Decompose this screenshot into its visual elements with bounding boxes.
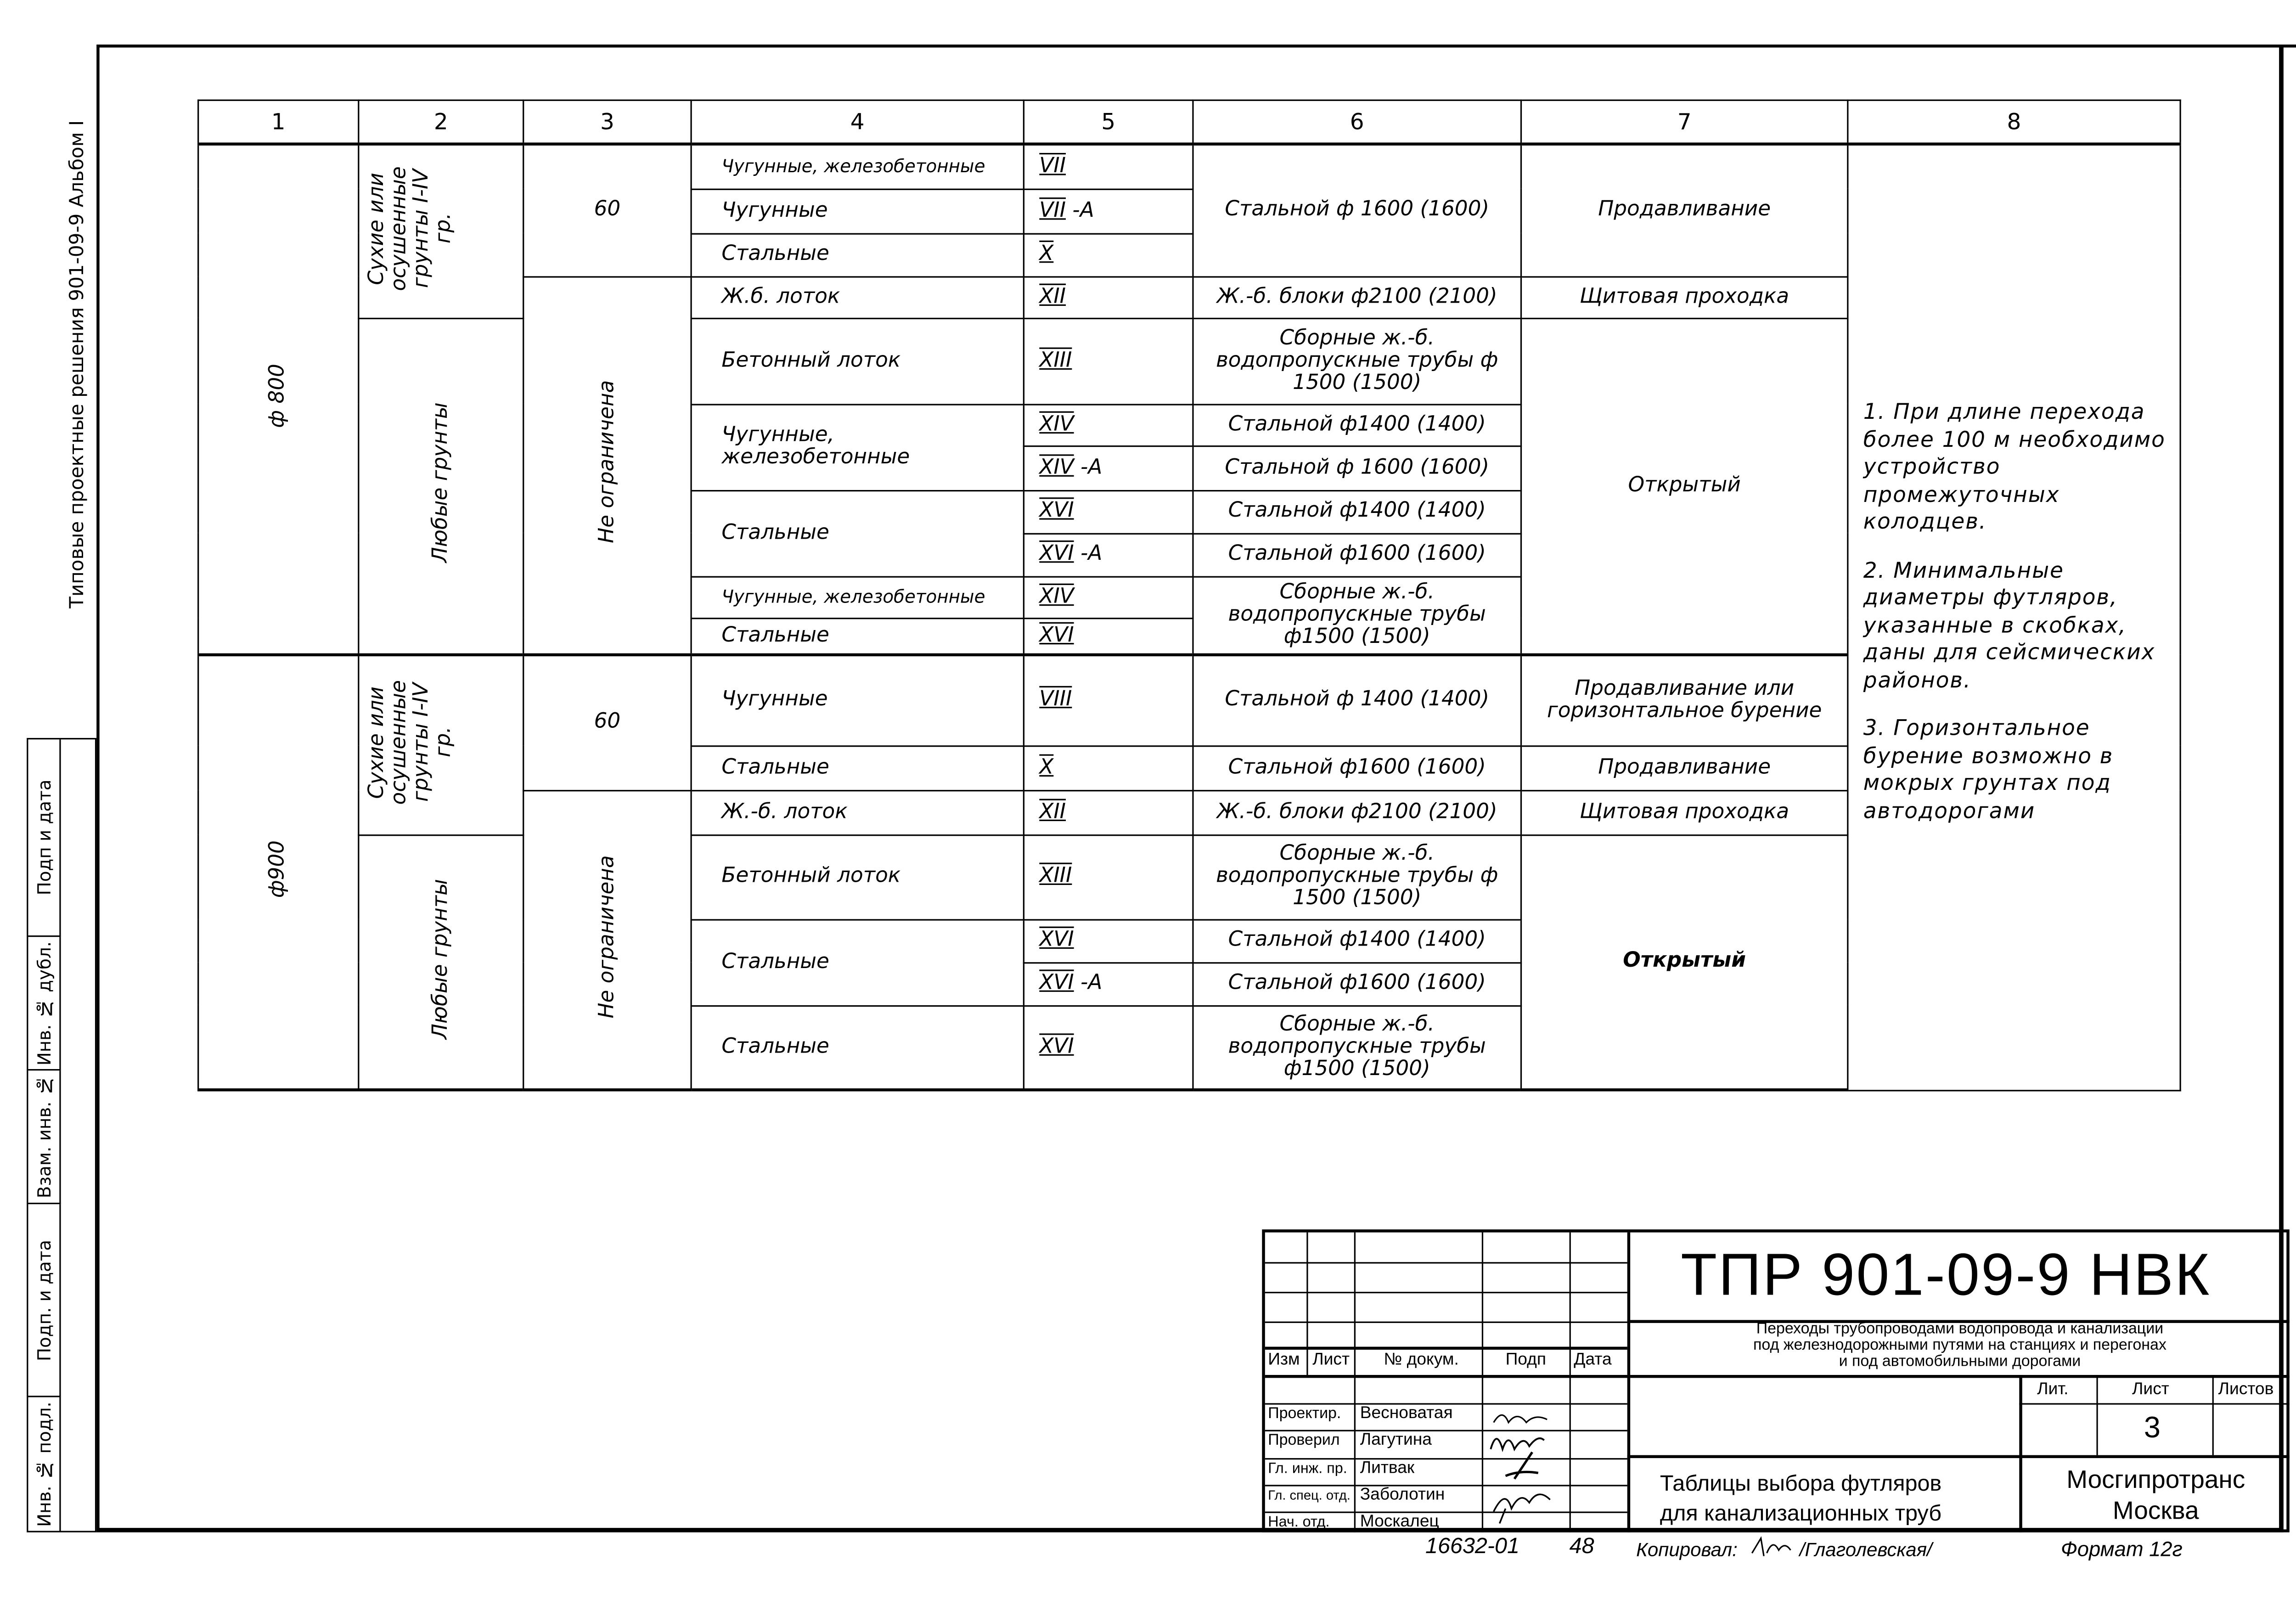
type-ref: VII -А bbox=[1024, 189, 1193, 233]
method: Продавливание bbox=[1521, 745, 1848, 790]
title-block bbox=[1262, 1229, 2289, 1532]
inventory-number: 16632-01 bbox=[1425, 1533, 1519, 1559]
header-row bbox=[198, 100, 2180, 144]
role: Гл. инж. пр. bbox=[1268, 1461, 1347, 1478]
pipe-material: Стальные bbox=[691, 618, 1024, 655]
col-head-doc: № докум. bbox=[1384, 1351, 1459, 1369]
type-ref: XIII bbox=[1024, 834, 1193, 919]
col-head-date: Дата bbox=[1574, 1351, 1612, 1369]
casing: Стальной ф1400 (1400) bbox=[1193, 404, 1521, 445]
pipe-material: Стальные bbox=[691, 919, 1024, 1005]
lit-label: Лит. bbox=[2037, 1380, 2069, 1399]
casing: Стальной ф 1600 (1600) bbox=[1193, 144, 1521, 276]
person-name: Заболотин bbox=[1360, 1486, 1445, 1504]
casing: Сборные ж.-б. водопропускные трубы ф1500 (1500) bbox=[1193, 576, 1521, 655]
person-name: Лагутина bbox=[1360, 1431, 1432, 1449]
pipe-material: Стальные bbox=[691, 233, 1024, 276]
casing-selection-table bbox=[197, 100, 2181, 1092]
note-2: 2. Минимальные диаметры футляров, указанные в скобках, даны для сейсмических районов. bbox=[1863, 559, 2155, 693]
stamp-sign-date-2: Подп и дата bbox=[28, 739, 61, 937]
pipe-material: Стальные bbox=[691, 490, 1024, 576]
casing: Сборные ж.-б. водопропускные трубы ф 1500 (1500) bbox=[1193, 318, 1521, 404]
depth: Не ограничена bbox=[523, 790, 691, 1090]
copier-signature bbox=[1749, 1532, 1794, 1562]
person-name: Москалец bbox=[1360, 1513, 1439, 1531]
sheet-label: Лист bbox=[2132, 1380, 2169, 1399]
stamp-orig-inv: Инв. № подл. bbox=[28, 1397, 61, 1531]
role: Гл. спец. отд. bbox=[1268, 1487, 1351, 1503]
pipe-diameter: ф 800 bbox=[198, 144, 359, 655]
col-head-rev: Изм bbox=[1268, 1351, 1300, 1369]
note-3: 3. Горизонтальное бурение возможно в мокрых грунтах под автодорогами bbox=[1863, 717, 2114, 824]
casing: Стальной ф1600 (1600) bbox=[1193, 533, 1521, 576]
role: Проектир. bbox=[1268, 1404, 1341, 1423]
pipe-material: Чугунные, железобетонные bbox=[691, 576, 1024, 618]
type-ref: XIII bbox=[1024, 318, 1193, 404]
note-1: 1. При длине перехода более 100 м необходимо устройство промежуточных колодцев. bbox=[1863, 401, 2166, 535]
col-header: 1 bbox=[198, 100, 359, 144]
method: Открытый bbox=[1521, 318, 1848, 655]
type-ref: VII bbox=[1024, 144, 1193, 189]
role: Нач. отд. bbox=[1268, 1514, 1330, 1531]
role: Проверил bbox=[1268, 1431, 1340, 1449]
copied-label: Копировал: bbox=[1636, 1538, 1738, 1561]
person-name: Литвак bbox=[1360, 1459, 1415, 1478]
casing: Стальной ф1400 (1400) bbox=[1193, 919, 1521, 962]
col-header: 3 bbox=[523, 100, 691, 144]
pipe-material: Бетонный лоток bbox=[691, 834, 1024, 919]
type-ref: XIV -А bbox=[1024, 445, 1193, 490]
casing: Сборные ж.-б. водопропускные трубы ф1500 (1500) bbox=[1193, 1005, 1521, 1090]
pipe-material: Ж.-б. лоток bbox=[691, 790, 1024, 834]
method: Продавливание bbox=[1521, 144, 1848, 276]
col-header: 5 bbox=[1024, 100, 1193, 144]
stamp-dup-inv: Инв. № дубл. bbox=[28, 937, 61, 1070]
sheet-title: Таблицы выбора футляров для канализационных труб bbox=[1660, 1471, 1942, 1526]
pipe-material: Чугунные, железобетонные bbox=[691, 144, 1024, 189]
type-ref: VIII bbox=[1024, 655, 1193, 745]
casing: Стальной ф1400 (1400) bbox=[1193, 490, 1521, 533]
type-ref: XII bbox=[1024, 790, 1193, 834]
type-ref: XVI bbox=[1024, 919, 1193, 962]
pipe-material: Ж.б. лоток bbox=[691, 276, 1024, 318]
type-ref: XVI -А bbox=[1024, 533, 1193, 576]
side-title-text: Типовые проектные решения 901-09-9 Альбом I bbox=[66, 119, 89, 608]
type-ref: XIV bbox=[1024, 576, 1193, 618]
side-stamp-strip bbox=[27, 738, 96, 1532]
casing: Стальной ф 1600 (1600) bbox=[1193, 445, 1521, 490]
pipe-diameter: ф900 bbox=[198, 655, 359, 1090]
sheet-format: Формат 12г bbox=[2060, 1537, 2183, 1561]
sheets-label: Листов bbox=[2218, 1380, 2274, 1399]
pipe-material: Чугунные bbox=[691, 189, 1024, 233]
col-head-sign: Подп bbox=[1505, 1351, 1547, 1369]
type-ref: XII bbox=[1024, 276, 1193, 318]
casing: Ж.-б. блоки ф2100 (2100) bbox=[1193, 790, 1521, 834]
stamp-sign-date: Подп. и дата bbox=[28, 1204, 61, 1397]
soil-condition: Сухие или осушенные грунты I-IV гр. bbox=[359, 655, 523, 834]
signatures bbox=[1485, 1405, 1568, 1532]
type-ref: X bbox=[1024, 745, 1193, 790]
stamp-replace-inv: Взам. инв. № bbox=[28, 1070, 61, 1204]
soil-condition: Любые грунты bbox=[359, 834, 523, 1090]
col-header: 4 bbox=[691, 100, 1024, 144]
casing: Стальной ф1600 (1600) bbox=[1193, 745, 1521, 790]
col-header: 2 bbox=[359, 100, 523, 144]
type-ref: XVI -А bbox=[1024, 962, 1193, 1005]
type-ref: XIV bbox=[1024, 404, 1193, 445]
type-ref: XVI bbox=[1024, 618, 1193, 655]
depth: 60 bbox=[523, 144, 691, 276]
col-header: 6 bbox=[1193, 100, 1521, 144]
col-head-sheet: Лист bbox=[1312, 1351, 1350, 1369]
sheet-number: 3 bbox=[2144, 1412, 2161, 1445]
copier-name: /Глаголевская/ bbox=[1799, 1538, 1932, 1561]
col-header: 7 bbox=[1521, 100, 1848, 144]
pipe-material: Чугунные bbox=[691, 655, 1024, 745]
pipe-material: Стальные bbox=[691, 1005, 1024, 1090]
col-header: 8 bbox=[1848, 100, 2180, 144]
pipe-material: Бетонный лоток bbox=[691, 318, 1024, 404]
method: Продавливание или горизонтальное бурение bbox=[1521, 655, 1848, 745]
type-ref: X bbox=[1024, 233, 1193, 276]
table-row bbox=[198, 144, 2180, 189]
casing: Стальной ф1600 (1600) bbox=[1193, 962, 1521, 1005]
depth: Не ограничена bbox=[523, 276, 691, 654]
soil-condition: Любые грунты bbox=[359, 318, 523, 655]
document-code: ТПР 901-09-9 НВК bbox=[1681, 1243, 2211, 1308]
notes bbox=[1848, 144, 2180, 1090]
type-ref: XVI bbox=[1024, 490, 1193, 533]
method: Щитовая проходка bbox=[1521, 276, 1848, 318]
trim-line bbox=[2212, 45, 2296, 47]
method: Щитовая проходка bbox=[1521, 790, 1848, 834]
soil-condition: Сухие или осушенные грунты I-IV гр. bbox=[359, 144, 523, 318]
method: Открытый bbox=[1521, 834, 1848, 1090]
side-title bbox=[59, 74, 95, 653]
document-subtitle: Переходы трубопроводами водопровода и канализации под железнодорожными путями на станциях и перегонах и под автомобильными дорогами bbox=[1753, 1320, 2167, 1371]
pipe-material: Стальные bbox=[691, 745, 1024, 790]
organization: Мосгипротранс Москва bbox=[2066, 1465, 2245, 1525]
casing: Сборные ж.-б. водопропускные трубы ф 1500 (1500) bbox=[1193, 834, 1521, 919]
footer-number: 48 bbox=[1569, 1533, 1594, 1559]
casing: Ж.-б. блоки ф2100 (2100) bbox=[1193, 276, 1521, 318]
pipe-material: Чугунные, железобетонные bbox=[691, 404, 1024, 490]
casing: Стальной ф 1400 (1400) bbox=[1193, 655, 1521, 745]
person-name: Весноватая bbox=[1360, 1404, 1453, 1423]
depth: 60 bbox=[523, 655, 691, 790]
type-ref: XVI bbox=[1024, 1005, 1193, 1090]
